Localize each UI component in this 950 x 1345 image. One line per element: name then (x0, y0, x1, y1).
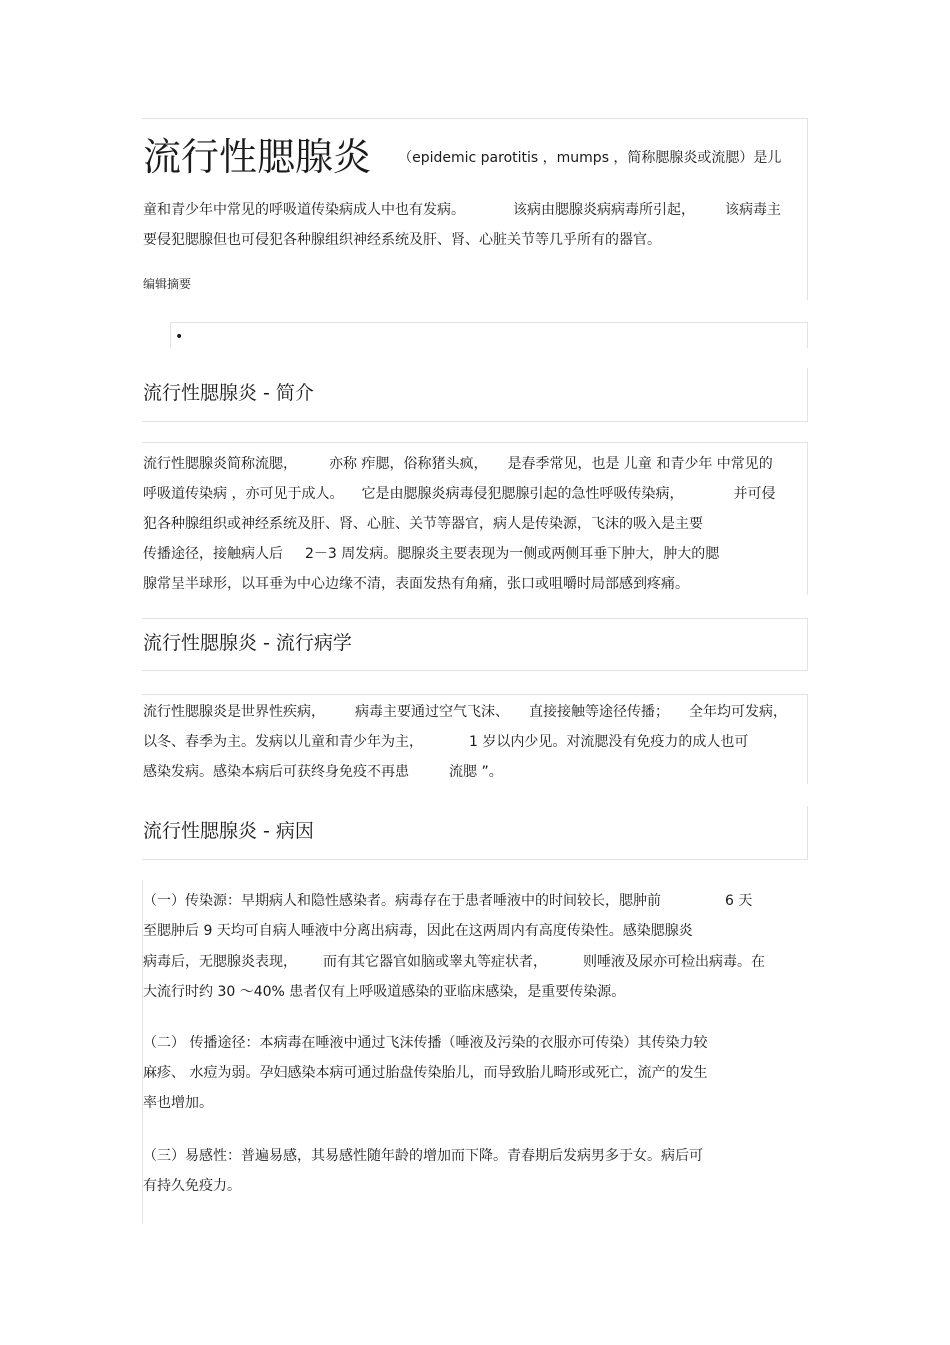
paragraph-line (143, 954, 765, 970)
text: （三）易感性：普遍易感，其易感性随年龄的增加而下降。青春期后发病男多于女。病后可 (143, 1148, 703, 1164)
intro-text: 该病毒主 (725, 202, 781, 218)
paragraph-line (143, 1148, 703, 1164)
intro-line-2 (143, 232, 661, 248)
text: 病毒主要通过空气飞沫、 (355, 704, 509, 720)
paragraph-line (143, 1035, 707, 1051)
section-line (143, 486, 775, 502)
text: 呼吸道传染病 ，亦可见于成人。 (143, 486, 344, 502)
paragraph-line (143, 1065, 707, 1081)
intro-line-1 (143, 202, 781, 218)
text: 而有其它器官如脑或睾丸等症状者， (323, 954, 547, 970)
text: （二） 传播途径：本病毒在唾液中通过飞沫传播（唾液及污染的衣服亦可传染）其传染力较 (143, 1035, 708, 1051)
text: 有持久免疫力。 (143, 1178, 241, 1194)
section-line (143, 734, 748, 750)
page-subtitle: （epidemic parotitis ，mumps ，简称腮腺炎或流腮）是儿 (398, 150, 782, 166)
section-line (143, 546, 719, 562)
text: 全年均可发病， (689, 704, 787, 720)
edit-summary-link[interactable]: 编辑摘要 (143, 277, 192, 291)
section-heading-intro: 流行性腮腺炎 - 简介 (143, 382, 314, 404)
section-line (143, 516, 703, 532)
text: 以冬、春季为主。发病以儿童和青少年为主， (143, 734, 423, 750)
text: 流腮 ”。 (449, 764, 503, 780)
section-heading-epidemiology: 流行性腮腺炎 - 流行病学 (143, 632, 352, 654)
section-line (143, 456, 773, 472)
text: 传播途径，接触病人后 (143, 546, 283, 562)
text: 腺常呈半球形，以耳垂为中心边缘不清，表面发热有角痛，张口或咀嚼时局部感到疼痛。 (143, 576, 689, 592)
text: 并可侵 (733, 486, 776, 502)
text: 感染发病。感染本病后可获终身免疫不再患 (143, 764, 409, 780)
text: 率也增加。 (143, 1095, 213, 1111)
text: 2－3 周发病。腮腺炎主要表现为一侧或两侧耳垂下肿大，肿大的腮 (305, 546, 720, 562)
paragraph-line (143, 1178, 241, 1194)
paragraph-line (143, 923, 693, 939)
text: 它是由腮腺炎病毒侵犯腮腺引起的急性呼吸传染病， (361, 486, 684, 502)
text: 6 天 (725, 893, 753, 909)
text: （一）传染源：早期病人和隐性感染者。病毒存在于患者唾液中的时间较长，腮肿前 (143, 893, 661, 909)
paragraph-line (143, 893, 752, 909)
intro-text: 要侵犯腮腺但也可侵犯各种腺组织神经系统及肝、肾、心脏关节等几乎所有的器官。 (143, 232, 661, 248)
section-heading-etiology: 流行性腮腺炎 - 病因 (143, 820, 314, 842)
section-line (143, 764, 503, 780)
text: 犯各种腺组织或神经系统及肝、肾、心脏、关节等器官，病人是传染源，飞沫的吸入是主要 (143, 516, 703, 532)
paragraph-line (143, 1095, 213, 1111)
text: 大流行时约 30 ～40% 患者仅有上呼吸道感染的亚临床感染，是重要传染源。 (143, 984, 626, 1000)
text: 病毒后，无腮腺炎表现， (143, 954, 297, 970)
paragraph-line (143, 984, 625, 1000)
bullet-panel (170, 322, 808, 348)
section-line (143, 576, 689, 592)
text: 直接接触等途径传播； (529, 704, 669, 720)
text: 1 岁以内少见。对流腮没有免疫力的成人也可 (469, 734, 749, 750)
text: 是春季常见，也是 儿童 和青少年 中常见的 (507, 456, 773, 472)
text: 则唾液及尿亦可检出病毒。在 (583, 954, 765, 970)
text: 流行性腮腺炎是世界性疾病， (143, 704, 325, 720)
intro-title-row (143, 135, 781, 179)
intro-text: 该病由腮腺炎病病毒所引起， (513, 202, 695, 218)
bullet-marker: • (175, 329, 184, 345)
section-line (143, 704, 787, 720)
intro-text: 童和青少年中常见的呼吸道传染病成人中也有发病。 (143, 202, 465, 218)
page-title: 流行性腮腺炎 (143, 135, 372, 179)
text: 麻疹、 水痘为弱。孕妇感染本病可通过胎盘传染胎儿，而导致胎儿畸形或死亡，流产的发生 (143, 1065, 708, 1081)
text: 至腮肿后 9 天均可自病人唾液中分离出病毒，因此在这两周内有高度传染性。感染腮腺炎 (143, 923, 693, 939)
text: 亦称 痄腮，俗称猪头疯， (329, 456, 488, 472)
text: 流行性腮腺炎简称流腮， (143, 456, 297, 472)
